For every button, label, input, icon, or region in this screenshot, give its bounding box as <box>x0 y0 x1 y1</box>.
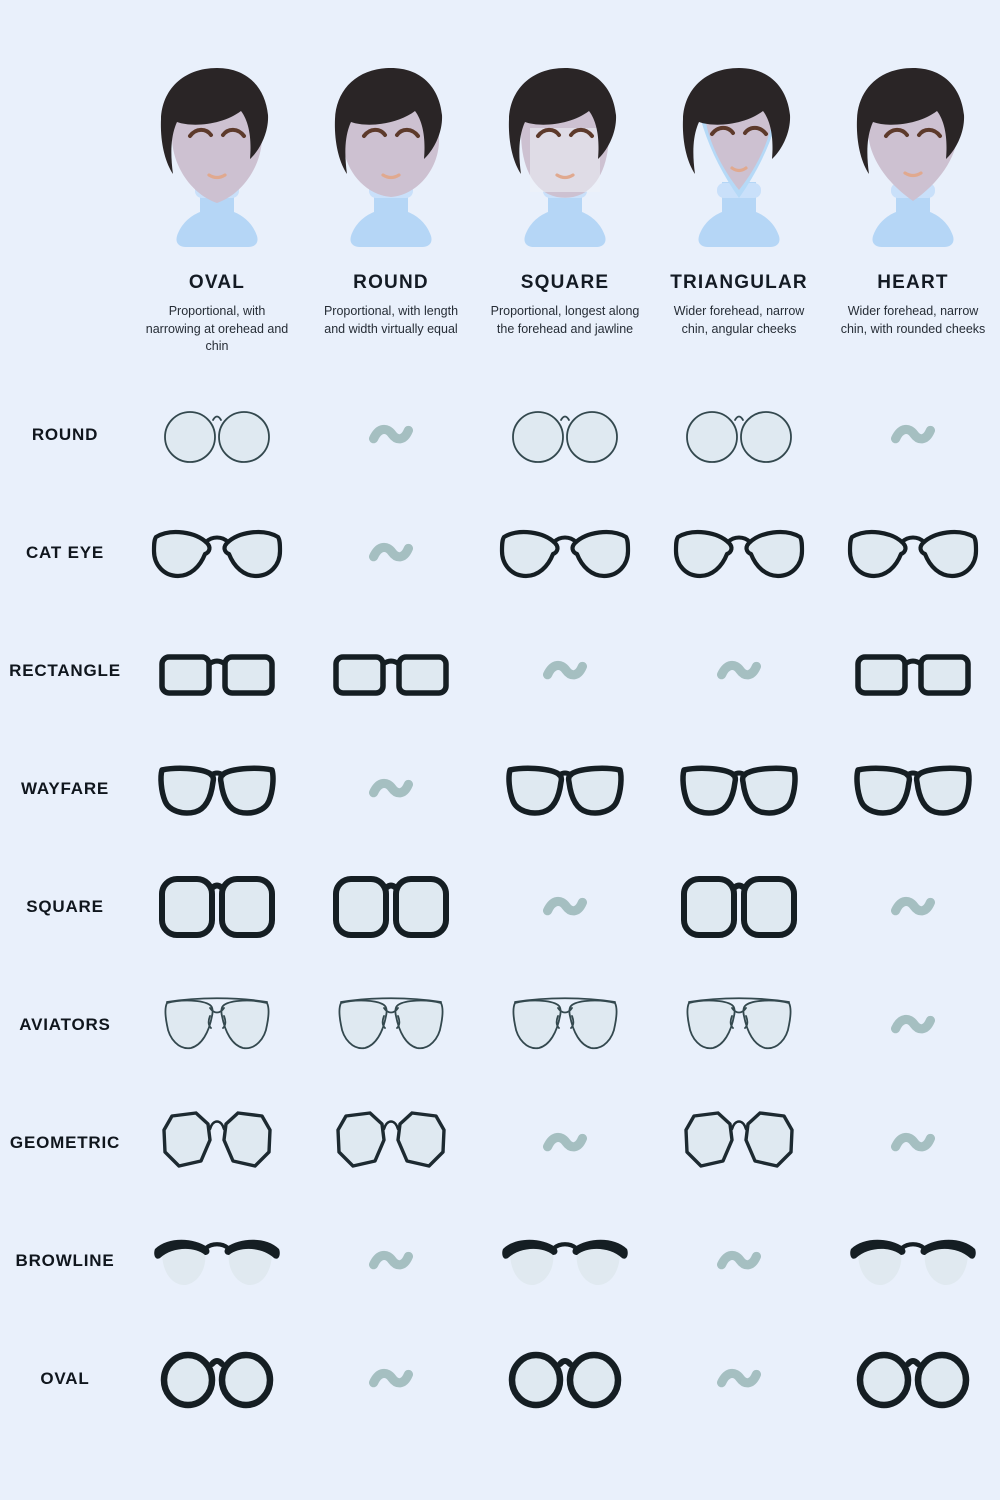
glasses-geometric-for-oval <box>130 1084 304 1202</box>
cat-eye-glasses-icon <box>497 522 633 584</box>
face-shape-description-round: Proportional, with length and width virtually equal <box>323 304 459 336</box>
no-match-browline-for-triangular <box>652 1202 826 1320</box>
face-shape-description-square: Proportional, longest along the forehead and jawline <box>490 304 640 336</box>
cat-eye-glasses-icon <box>149 522 285 584</box>
glasses-cat-eye-for-oval <box>130 494 304 612</box>
rectangle-glasses-icon <box>330 644 452 698</box>
rectangle-glasses-icon <box>156 644 278 698</box>
glasses-style-label-browline: BROWLINE <box>15 1250 115 1270</box>
glasses-aviators-for-square <box>478 966 652 1084</box>
glasses-wayfare-for-heart <box>826 730 1000 848</box>
geometric-glasses-icon <box>329 1104 453 1182</box>
glasses-round-for-square <box>478 376 652 494</box>
no-match-rectangle-for-square <box>478 612 652 730</box>
glasses-style-label-oval: OVAL <box>40 1368 90 1388</box>
glasses-geometric-for-round <box>304 1084 478 1202</box>
face-column-square <box>478 62 652 356</box>
rectangle-glasses-icon <box>852 644 974 698</box>
glasses-style-label-round: ROUND <box>31 424 99 444</box>
glasses-wayfare-for-triangular <box>652 730 826 848</box>
square-glasses-icon <box>155 869 279 945</box>
glasses-square-for-round <box>304 848 478 966</box>
no-match-oval-for-triangular <box>652 1320 826 1438</box>
no-match-square-for-heart <box>826 848 1000 966</box>
round-face-illustration <box>316 62 466 258</box>
no-match-aviators-for-heart <box>826 966 1000 1084</box>
glasses-cat-eye-for-heart <box>826 494 1000 612</box>
tilde-icon <box>717 655 761 687</box>
triangular-face-illustration <box>664 62 814 258</box>
glasses-square-for-triangular <box>652 848 826 966</box>
glasses-style-label-aviators: AVIATORS <box>19 1014 111 1034</box>
face-shape-title-heart: HEART <box>877 272 949 293</box>
tilde-icon <box>717 1245 761 1277</box>
glasses-round-for-oval <box>130 376 304 494</box>
wayfare-glasses-icon <box>502 758 628 820</box>
face-column-oval <box>130 62 304 356</box>
round-glasses-icon <box>161 400 273 470</box>
glasses-browline-for-heart <box>826 1202 1000 1320</box>
glasses-wayfare-for-oval <box>130 730 304 848</box>
glasses-style-label-geometric: GEOMETRIC <box>9 1132 121 1152</box>
tilde-icon <box>369 773 413 805</box>
square-face-illustration <box>490 62 640 258</box>
tilde-icon <box>543 1127 587 1159</box>
cat-eye-glasses-icon <box>845 522 981 584</box>
face-column-triangular <box>652 62 826 356</box>
tilde-icon <box>543 655 587 687</box>
tilde-icon <box>369 419 413 451</box>
glasses-cat-eye-for-triangular <box>652 494 826 612</box>
glasses-rectangle-for-heart <box>826 612 1000 730</box>
compatibility-matrix <box>0 376 1000 1438</box>
aviators-glasses-icon <box>332 989 450 1061</box>
tilde-icon <box>717 1363 761 1395</box>
no-match-wayfare-for-round <box>304 730 478 848</box>
browline-glasses-icon <box>150 1230 284 1292</box>
square-glasses-icon <box>677 869 801 945</box>
no-match-round-for-heart <box>826 376 1000 494</box>
oval-face-illustration <box>142 62 292 258</box>
no-match-oval-for-round <box>304 1320 478 1438</box>
face-column-round <box>304 62 478 356</box>
glasses-style-label-wayfare: WAYFARE <box>20 778 110 798</box>
oval-glasses-icon <box>158 1345 276 1413</box>
face-shape-title-round: ROUND <box>353 272 429 293</box>
face-shapes-header <box>0 0 1000 356</box>
tilde-icon <box>891 1127 935 1159</box>
tilde-icon <box>369 537 413 569</box>
face-column-heart <box>826 62 1000 356</box>
face-shape-description-triangular: Wider forehead, narrow chin, angular cheeks <box>673 304 805 336</box>
wayfare-glasses-icon <box>850 758 976 820</box>
glasses-square-for-oval <box>130 848 304 966</box>
glasses-round-for-triangular <box>652 376 826 494</box>
glasses-oval-for-oval <box>130 1320 304 1438</box>
glasses-browline-for-square <box>478 1202 652 1320</box>
glasses-style-label-square: SQUARE <box>26 896 104 916</box>
geometric-glasses-icon <box>155 1104 279 1182</box>
face-shape-title-triangular: TRIANGULAR <box>670 272 808 293</box>
heart-face-illustration <box>838 62 988 258</box>
glasses-aviators-for-triangular <box>652 966 826 1084</box>
no-match-square-for-square <box>478 848 652 966</box>
face-shape-description-oval: Proportional, with narrowing at orehead and chin <box>145 304 289 353</box>
round-glasses-icon <box>509 400 621 470</box>
round-glasses-icon <box>683 400 795 470</box>
face-shape-title-square: SQUARE <box>520 272 610 293</box>
oval-glasses-icon <box>506 1345 624 1413</box>
glasses-rectangle-for-oval <box>130 612 304 730</box>
tilde-icon <box>543 891 587 923</box>
geometric-glasses-icon <box>677 1104 801 1182</box>
glasses-wayfare-for-square <box>478 730 652 848</box>
aviators-glasses-icon <box>680 989 798 1061</box>
glasses-aviators-for-oval <box>130 966 304 1084</box>
face-shape-description-heart: Wider forehead, narrow chin, with rounded cheeks <box>840 304 986 336</box>
glasses-aviators-for-round <box>304 966 478 1084</box>
no-match-browline-for-round <box>304 1202 478 1320</box>
wayfare-glasses-icon <box>154 758 280 820</box>
browline-glasses-icon <box>498 1230 632 1292</box>
glasses-geometric-for-triangular <box>652 1084 826 1202</box>
glasses-style-label-cat-eye: CAT EYE <box>25 542 105 562</box>
tilde-icon <box>891 891 935 923</box>
face-shape-title-oval: OVAL <box>188 272 246 293</box>
glasses-cat-eye-for-square <box>478 494 652 612</box>
header-spacer <box>0 62 130 356</box>
glasses-oval-for-square <box>478 1320 652 1438</box>
no-match-cat-eye-for-round <box>304 494 478 612</box>
square-glasses-icon <box>329 869 453 945</box>
tilde-icon <box>369 1245 413 1277</box>
aviators-glasses-icon <box>158 989 276 1061</box>
no-match-round-for-round <box>304 376 478 494</box>
tilde-icon <box>369 1363 413 1395</box>
browline-glasses-icon <box>846 1230 980 1292</box>
oval-glasses-icon <box>854 1345 972 1413</box>
tilde-icon <box>891 419 935 451</box>
no-match-rectangle-for-triangular <box>652 612 826 730</box>
glasses-style-label-rectangle: RECTANGLE <box>9 660 121 680</box>
wayfare-glasses-icon <box>676 758 802 820</box>
glasses-oval-for-heart <box>826 1320 1000 1438</box>
no-match-geometric-for-square <box>478 1084 652 1202</box>
glasses-rectangle-for-round <box>304 612 478 730</box>
cat-eye-glasses-icon <box>671 522 807 584</box>
glasses-browline-for-oval <box>130 1202 304 1320</box>
tilde-icon <box>891 1009 935 1041</box>
no-match-geometric-for-heart <box>826 1084 1000 1202</box>
aviators-glasses-icon <box>506 989 624 1061</box>
